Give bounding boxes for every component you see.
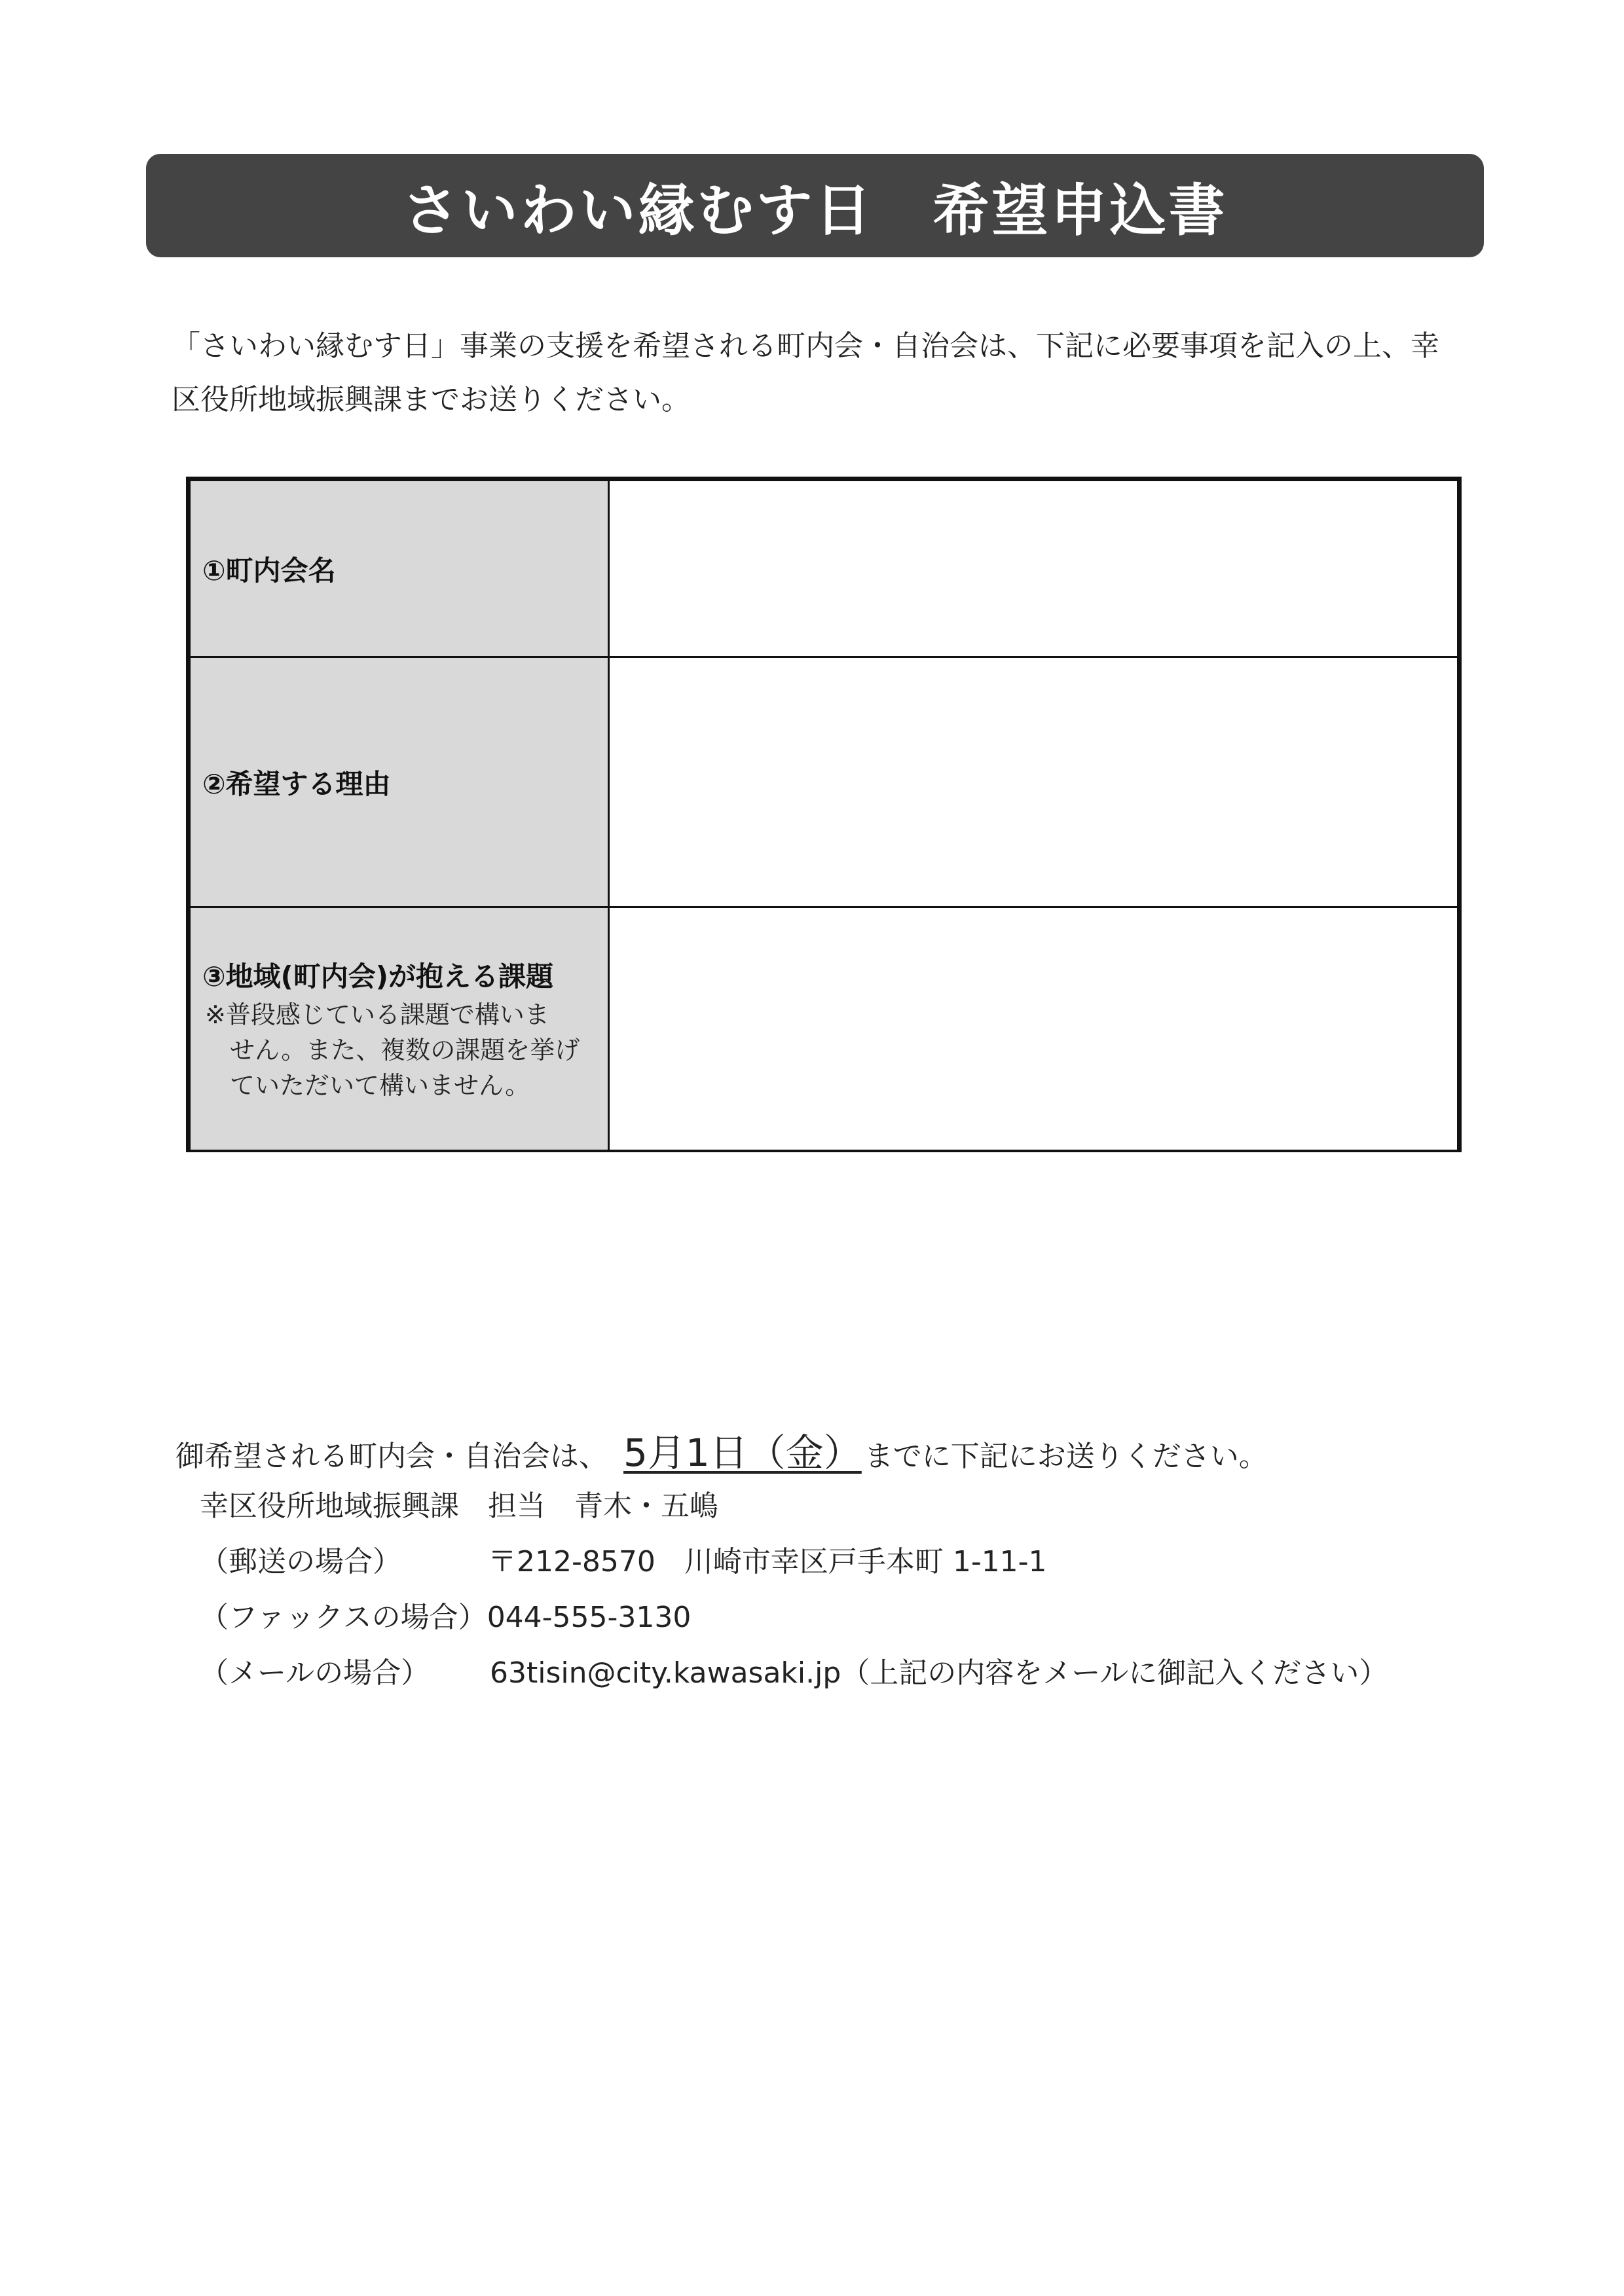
intro-paragraph	[172, 319, 1488, 427]
email-address[interactable]: 63tisin@city.kawasaki.jp（上記の内容をメールに御記入ください）	[490, 1656, 1388, 1690]
contact-office	[200, 1478, 1388, 1534]
form-row-reason	[191, 658, 1457, 908]
reason-field[interactable]	[610, 658, 1457, 906]
intro-line-2: 区役所地域振興課までお送りください。	[172, 383, 690, 416]
page-title: さいわい縁むす日 希望申込書	[402, 178, 1228, 244]
title-banner	[146, 154, 1484, 257]
deadline-notice	[175, 1422, 1268, 1477]
label-cell-issues	[191, 908, 610, 1150]
intro-line-1: 「さいわい縁むす日」事業の支援を希望される町内会・自治会は、下記に必要事項を記入の上、幸	[172, 329, 1439, 363]
issues-note-line-1: ※普段感じている課題で構いま	[205, 1000, 549, 1029]
issues-note	[202, 997, 608, 1103]
association-name-field[interactable]	[610, 481, 1457, 656]
issues-note-line-3: ていただいて構いません。	[230, 1070, 530, 1100]
deadline-date: 5月1日（金）	[623, 1430, 862, 1475]
fax-number: 044-555-3130	[487, 1601, 692, 1634]
mail-label: （郵送の場合）	[200, 1545, 401, 1578]
contact-fax	[200, 1590, 1388, 1645]
mail-address: 〒212-8570 川崎市幸区戸手本町 1-11-1	[488, 1545, 1047, 1578]
fax-label: （ファックスの場合）	[200, 1601, 487, 1634]
label-cell-reason	[191, 658, 610, 906]
issues-field[interactable]	[610, 908, 1457, 1150]
contact-block	[200, 1478, 1388, 1701]
issues-label: ③地域(町内会)が抱える課題	[202, 960, 553, 993]
deadline-prefix: 御希望される町内会・自治会は、	[175, 1440, 608, 1473]
deadline-suffix: までに下記にお送りください。	[864, 1440, 1268, 1473]
office-name: 幸区役所地域振興課 担当 青木・五嶋	[200, 1489, 718, 1523]
email-label: （メールの場合）	[200, 1656, 430, 1690]
contact-email	[200, 1645, 1388, 1701]
reason-label: ②希望する理由	[202, 767, 391, 800]
label-cell-association-name	[191, 481, 610, 656]
form-row-association-name	[191, 481, 1457, 658]
issues-note-line-2: せん。また、複数の課題を挙げ	[230, 1035, 580, 1065]
contact-mail	[200, 1534, 1388, 1590]
application-form-table	[186, 477, 1462, 1152]
association-name-label: ①町内会名	[202, 554, 336, 587]
form-row-issues	[191, 908, 1457, 1150]
